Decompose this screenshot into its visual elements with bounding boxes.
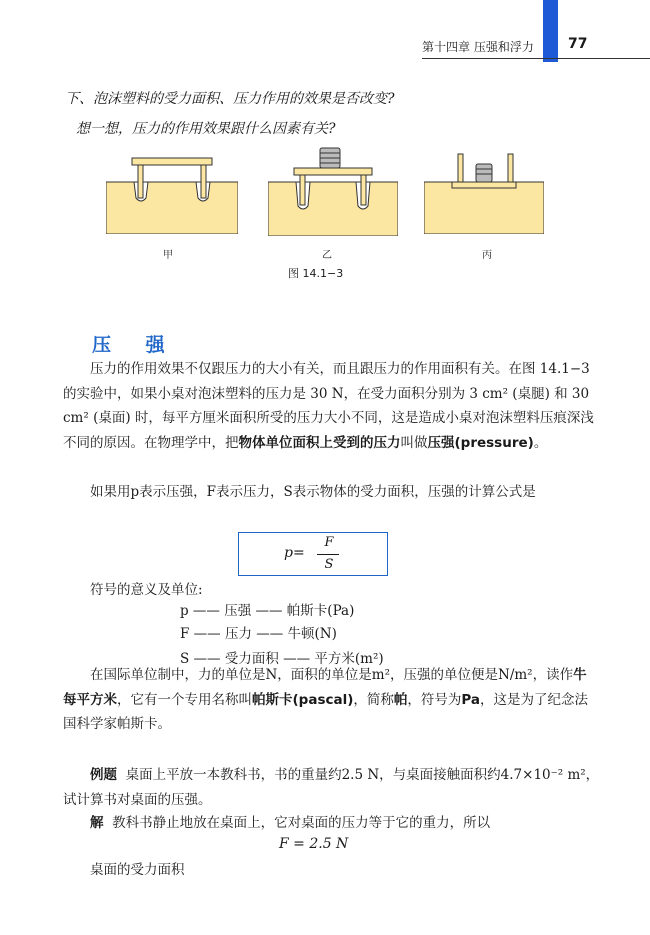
pressure-formula [238, 532, 388, 576]
solution-text [63, 811, 600, 836]
p1-text-1: 压力的作用效果不仅跟压力的大小有关，而且跟压力的作用面积有关。在图 14.1−3 的实验中，如果小桌对泡沫塑料的压力是 30 N，在受力面积分别为 3 cm² (桌腿) 和 30 cm² (桌面) 时，每平方厘米面积所受的压力大小不同，这是造成小桌对泡沫塑料压痕深浅不同的原因。在物理学中，把 [63, 361, 594, 451]
formula-denominator: S [324, 557, 334, 572]
paragraph-pressure-definition [63, 357, 600, 455]
figure-14-1-3 [0, 140, 650, 290]
p1-bold-1: 物体单位面积上受到的压力 [238, 434, 401, 451]
experiment-c-illustration [424, 152, 544, 234]
question-2: 想一想，压力的作用效果跟什么因素有关? [76, 121, 336, 137]
label-jia: 甲 [163, 250, 173, 261]
symbol-row-f: F —— 压力 —— 牛顿(N) [180, 626, 337, 642]
paragraph-formula-intro: 如果用p表示压强，F表示压力，S表示物体的受力面积，压强的计算公式是 [90, 484, 536, 500]
experiment-b-illustration [268, 140, 398, 236]
symbols-intro: 符号的意义及单位: [90, 582, 203, 598]
solution-label: 解 [90, 815, 104, 831]
symbol-row-p: p —— 压强 —— 帕斯卡(Pa) [180, 603, 355, 619]
solution-body: 教科书静止地放在桌面上，它对桌面的压力等于它的重力，所以 [112, 815, 491, 831]
p3-bold-1: 牛每平方米 [63, 667, 587, 708]
chapter-title: 第十四章 压强和浮力 [422, 40, 534, 54]
p1-text-3: 。 [533, 434, 548, 451]
label-yi: 乙 [322, 250, 332, 261]
p1-text-2: 叫做 [400, 434, 428, 451]
example-text: 桌面上平放一本教科书，书的重量约2.5 N，与桌面接触面积约4.7×10⁻² m²，试计算书对桌面的压强。 [63, 767, 600, 808]
experiment-a-illustration [106, 152, 238, 234]
solution-equation: F = 2.5 N [279, 836, 349, 852]
formula-numerator: F [324, 535, 334, 550]
header-rule [422, 58, 650, 59]
figure-caption: 图 14.1−3 [288, 267, 344, 280]
p3-text-1: 在国际单位制中，力的单位是N，面积的单位是m²，压强的单位便是N/m²，读作 [90, 667, 574, 683]
p1-bold-2: 压强(pressure) [427, 434, 534, 451]
formula-lhs: p= [284, 545, 305, 561]
question-1: 下、泡沫塑料的受力面积、压力作用的效果是否改变? [65, 91, 395, 107]
p3-bold-4: Pa [461, 691, 481, 708]
solution-last-line: 桌面的受力面积 [90, 862, 185, 878]
page-header [0, 38, 650, 62]
page-number: 77 [568, 36, 588, 52]
label-bing: 丙 [482, 250, 492, 261]
p3-text-3: ，简称 [353, 691, 394, 708]
p3-text-2: ，它有一个专用名称叫 [117, 691, 252, 708]
section-title: 压 强 [92, 334, 179, 356]
example-problem [63, 763, 600, 812]
fraction-bar [317, 554, 339, 555]
p3-text-5: ，这是为了纪念法国科学家帕斯卡。 [63, 691, 589, 732]
example-label: 例题 [90, 767, 117, 783]
paragraph-units [63, 663, 600, 737]
symbol-row-s: S —— 受力面积 —— 平方米(m²) [180, 651, 384, 667]
p3-bold-2: 帕斯卡(pascal) [252, 691, 354, 708]
p3-text-4: ，符号为 [407, 691, 462, 708]
p3-bold-3: 帕 [393, 691, 408, 708]
